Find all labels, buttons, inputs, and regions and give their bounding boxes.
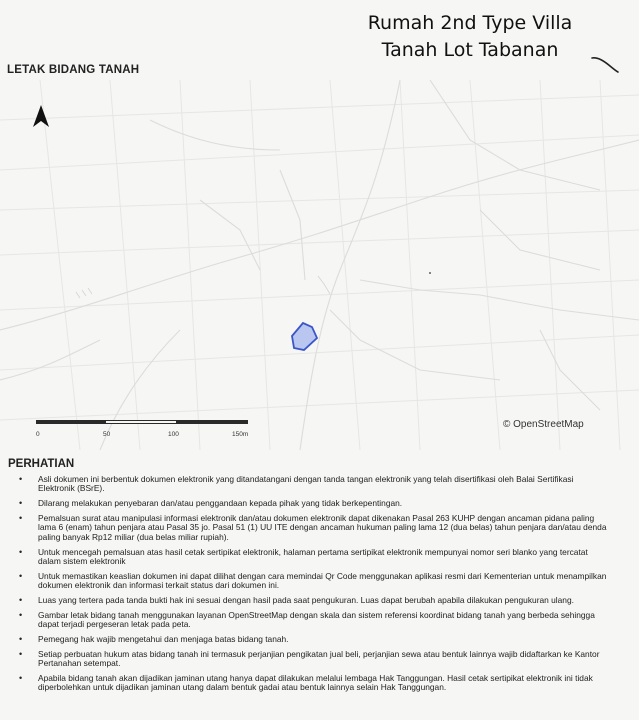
parcel-map[interactable] [0,80,639,450]
note-text: Gambar letak bidang tanah menggunakan layanan OpenStreetMap dengan skala dan sistem referensi koordinat bidang tanah yang berbeda sehingga dapat terjadi pergeseran letak pada peta. [38,609,595,630]
note-text: Apabila bidang tanah akan dijadikan jaminan utang hanya dapat dilakukan melalui lembaga Hak Tanggungan. Hasil cetak sertipikat elektronik ini tidak diperbolehkan untuk dijadikan jaminan utang dalam bentuk gadai atau bentuk lainnya selain Hak Tanggungan. [38,673,593,693]
note-item: • Dilarang melakukan penyebaran dan/atau penggandaan kepada pihak yang tidak berkepentingan. [19,498,403,509]
document-title [330,10,610,64]
title-line-1: Rumah 2nd Type Villa [367,12,573,34]
map-scale-bar [36,420,252,442]
note-item: • Luas yang tertera pada tanda bukti hak ini sesuai dengan hasil pada saat pengukuran. Luas dapat berubah apabila dilakukan pengukuran ulang. [19,595,574,606]
map-section-title: LETAK BIDANG TANAH [7,64,140,76]
title-line-2: Tanah Lot Tabanan [381,39,559,61]
note-text: Dilarang melakukan penyebaran dan/atau penggandaan kepada pihak yang tidak berkepentingan. [38,498,403,509]
scale-label-100: 100 [168,431,179,438]
scale-bar-segment [106,421,176,423]
note-item: • Untuk memastikan keaslian dokumen ini dapat dilihat dengan cara memindai Qr Code menggunakan aplikasi resmi dari Kementerian untuk menampilkan dokumen elektronik dan informasi terkait status dari dokumen ini. [19,570,607,591]
note-text: Untuk memastikan keaslian dokumen ini dapat dilihat dengan cara memindai Qr Code menggunakan aplikasi resmi dari Kementerian untuk menampilkan dokumen elektronik dan informasi terkait status dari dokumen ini. [38,570,607,591]
map-roads [0,80,639,450]
note-text: Asli dokumen ini berbentuk dokumen elektronik yang ditandatangani dengan tanda tangan elektronik yang telah disertifikasi oleh Balai Sertifikasi Elektronik (BSrE). [38,474,574,494]
notes-title: PERHATIAN [8,458,75,470]
note-item: • Pemalsuan surat atau manipulasi informasi elektronik dan/atau dokumen elektronik dapat dikenakan Pasal 263 KUHP dengan ancaman pidana paling lama 6 (enam) tahun penjara atau Pasal 35 jo. Pasal 51 (1) UU ITE dengan ancaman hukuman paling lama 12 (dua belas) tahun penjara dan/atau denda paling banyak Rp12 miliar (dua belas miliar rupiah). [19,513,607,542]
note-item: • Asli dokumen ini berbentuk dokumen elektronik yang ditandatangani dengan tanda tangan elektronik yang telah disertifikasi oleh Balai Sertifikasi Elektronik (BSrE). [19,474,574,494]
note-text: Untuk mencegah pemalsuan atas hasil cetak sertipikat elektronik, halaman pertama sertipikat elektronik mempunyai nomor seri blanko yang tercatat dalam sistem elektronik [38,546,588,567]
note-text: Pemegang hak wajib mengetahui dan menjaga batas bidang tanah. [38,634,289,645]
scale-label-50: 50 [103,431,111,438]
pen-stroke-mark [590,52,620,74]
north-arrow-icon [31,104,51,128]
scale-label-0: 0 [36,431,40,438]
note-text: Pemalsuan surat atau manipulasi informasi elektronik dan/atau dokumen elektronik dapat dikenakan Pasal 263 KUHP dengan ancaman pidana paling lama 6 (enam) tahun penjara atau Pasal 35 jo. Pasal 51 (1) UU ITE dengan ancaman hukuman paling lama 12 (dua belas) tahun penjara dan/atau denda paling banyak Rp12 miliar (dua belas miliar rupiah). [38,513,607,542]
note-item: • Gambar letak bidang tanah menggunakan layanan OpenStreetMap dengan skala dan sistem referensi koordinat bidang tanah yang berbeda sehingga dapat terjadi pergeseran letak pada peta. [19,609,595,630]
note-item: • Setiap perbuatan hukum atas bidang tanah ini termasuk perjanjian pengikatan jual beli, perjanjian sewa atau bentuk lainnya wajib didaftarkan ke Kantor Pertanahan setempat. [19,648,600,669]
notes-list [0,475,639,698]
note-text: Setiap perbuatan hukum atas bidang tanah ini termasuk perjanjian pengikatan jual beli, perjanjian sewa atau bentuk lainnya wajib didaftarkan ke Kantor Pertanahan setempat. [38,648,600,669]
scale-label-150m: 150m [232,431,249,438]
note-item: • Untuk mencegah pemalsuan atas hasil cetak sertipikat elektronik, halaman pertama sertipikat elektronik mempunyai nomor seri blanko yang tercatat dalam sistem elektronik [19,546,588,567]
note-text: Luas yang tertera pada tanda bukti hak ini sesuai dengan hasil pada saat pengukuran. Luas dapat berubah apabila dilakukan pengukuran ulang. [38,595,574,606]
note-item: • Pemegang hak wajib mengetahui dan menjaga batas bidang tanah. [19,634,289,645]
map-attribution: © OpenStreetMap [503,419,584,430]
land-parcel[interactable] [292,323,317,350]
note-item: • Apabila bidang tanah akan dijadikan jaminan utang hanya dapat dilakukan melalui lembaga Hak Tanggungan. Hasil cetak sertipikat elektronik ini tidak diperbolehkan untuk dijadikan jaminan utang dalam bentuk gadai atau bentuk lainnya selain Hak Tanggungan. [19,673,593,693]
